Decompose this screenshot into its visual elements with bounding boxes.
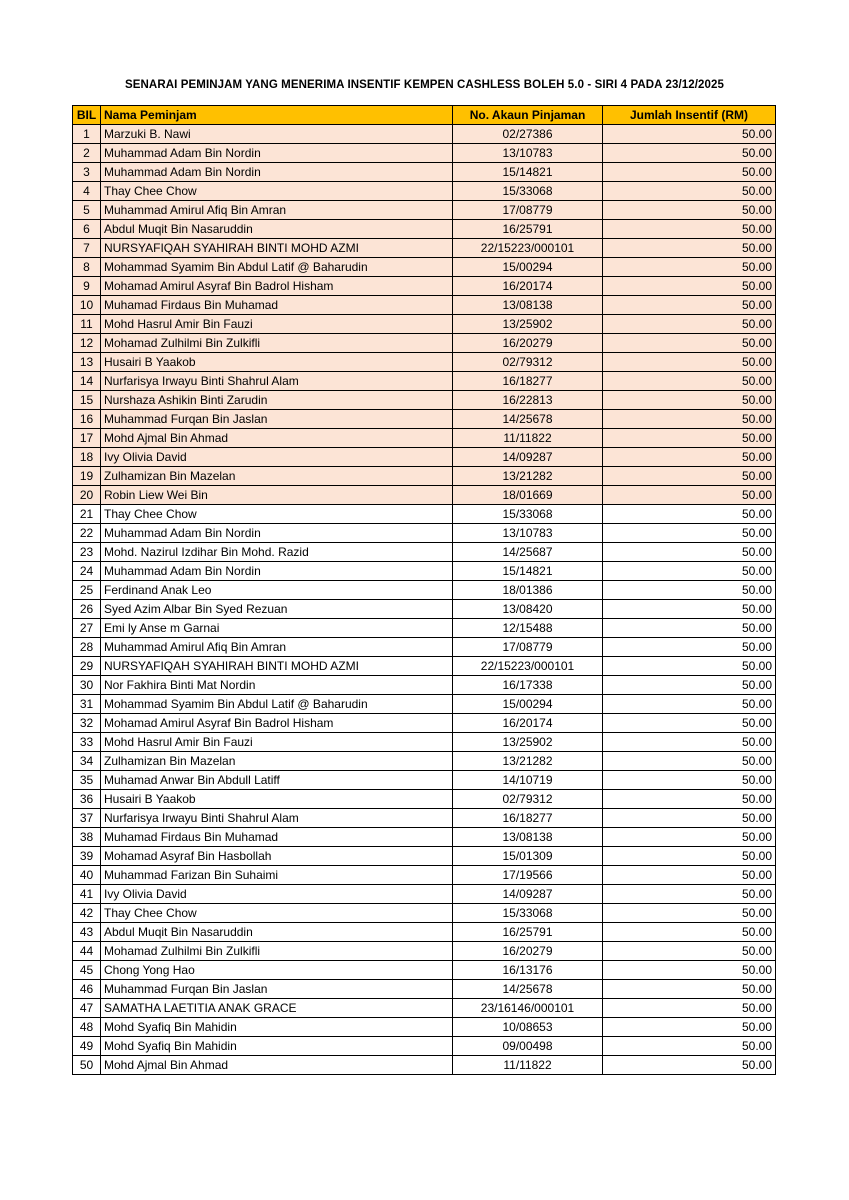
- row-number-cell: 37: [73, 809, 101, 828]
- account-number-cell: 14/09287: [453, 885, 603, 904]
- borrower-name-cell: Thay Chee Chow: [101, 904, 453, 923]
- account-number-cell: 02/27386: [453, 125, 603, 144]
- account-number-cell: 17/08779: [453, 638, 603, 657]
- table-row: [73, 562, 776, 581]
- row-number-cell: 10: [73, 296, 101, 315]
- row-number-cell: 6: [73, 220, 101, 239]
- row-number-cell: 14: [73, 372, 101, 391]
- borrower-name-cell: Muhammad Adam Bin Nordin: [101, 562, 453, 581]
- account-number-cell: 23/16146/000101: [453, 999, 603, 1018]
- row-number-cell: 25: [73, 581, 101, 600]
- incentive-amount-cell: 50.00: [603, 904, 776, 923]
- borrower-name-cell: Mohamad Zulhilmi Bin Zulkifli: [101, 942, 453, 961]
- incentive-amount-cell: 50.00: [603, 866, 776, 885]
- incentive-amount-cell: 50.00: [603, 828, 776, 847]
- incentive-amount-cell: 50.00: [603, 771, 776, 790]
- account-number-cell: 13/25902: [453, 733, 603, 752]
- table-row: [73, 600, 776, 619]
- incentive-amount-cell: 50.00: [603, 296, 776, 315]
- column-header-bil: BIL: [73, 106, 101, 125]
- incentive-amount-cell: 50.00: [603, 543, 776, 562]
- account-number-cell: 14/10719: [453, 771, 603, 790]
- borrower-name-cell: Nurfarisya Irwayu Binti Shahrul Alam: [101, 372, 453, 391]
- table-row: [73, 467, 776, 486]
- table-row: [73, 695, 776, 714]
- incentive-amount-cell: 50.00: [603, 619, 776, 638]
- borrower-name-cell: Abdul Muqit Bin Nasaruddin: [101, 923, 453, 942]
- borrower-name-cell: Robin Liew Wei Bin: [101, 486, 453, 505]
- borrower-name-cell: Abdul Muqit Bin Nasaruddin: [101, 220, 453, 239]
- incentive-amount-cell: 50.00: [603, 1018, 776, 1037]
- row-number-cell: 50: [73, 1056, 101, 1075]
- table-row: [73, 239, 776, 258]
- borrower-name-cell: Muhammad Adam Bin Nordin: [101, 144, 453, 163]
- borrower-name-cell: Ivy Olivia David: [101, 885, 453, 904]
- account-number-cell: 16/20174: [453, 714, 603, 733]
- borrower-name-cell: Mohamad Zulhilmi Bin Zulkifli: [101, 334, 453, 353]
- incentive-amount-cell: 50.00: [603, 353, 776, 372]
- table-row: [73, 923, 776, 942]
- account-number-cell: 14/25687: [453, 543, 603, 562]
- borrower-name-cell: Marzuki B. Nawi: [101, 125, 453, 144]
- table-row: [73, 847, 776, 866]
- incentive-amount-cell: 50.00: [603, 505, 776, 524]
- row-number-cell: 34: [73, 752, 101, 771]
- table-row: [73, 372, 776, 391]
- incentive-amount-cell: 50.00: [603, 714, 776, 733]
- table-row: [73, 429, 776, 448]
- row-number-cell: 43: [73, 923, 101, 942]
- row-number-cell: 22: [73, 524, 101, 543]
- account-number-cell: 15/14821: [453, 163, 603, 182]
- row-number-cell: 23: [73, 543, 101, 562]
- borrower-name-cell: Thay Chee Chow: [101, 182, 453, 201]
- account-number-cell: 13/08138: [453, 828, 603, 847]
- table-row: [73, 809, 776, 828]
- borrower-name-cell: Mohamad Amirul Asyraf Bin Badrol Hisham: [101, 714, 453, 733]
- row-number-cell: 13: [73, 353, 101, 372]
- borrower-name-cell: Syed Azim Albar Bin Syed Rezuan: [101, 600, 453, 619]
- table-row: [73, 410, 776, 429]
- borrower-name-cell: Zulhamizan Bin Mazelan: [101, 752, 453, 771]
- table-row: [73, 163, 776, 182]
- incentive-amount-cell: 50.00: [603, 885, 776, 904]
- row-number-cell: 20: [73, 486, 101, 505]
- account-number-cell: 02/79312: [453, 790, 603, 809]
- borrower-name-cell: SAMATHA LAETITIA ANAK GRACE: [101, 999, 453, 1018]
- account-number-cell: 16/22813: [453, 391, 603, 410]
- incentive-amount-cell: 50.00: [603, 638, 776, 657]
- incentive-amount-cell: 50.00: [603, 1037, 776, 1056]
- column-header-name: Nama Peminjam: [101, 106, 453, 125]
- borrower-name-cell: Mohammad Syamim Bin Abdul Latif @ Baharudin: [101, 258, 453, 277]
- incentive-amount-cell: 50.00: [603, 980, 776, 999]
- table-row: [73, 866, 776, 885]
- row-number-cell: 45: [73, 961, 101, 980]
- table-row: [73, 182, 776, 201]
- table-row: [73, 1056, 776, 1075]
- account-number-cell: 14/09287: [453, 448, 603, 467]
- table-row: [73, 486, 776, 505]
- incentive-amount-cell: 50.00: [603, 334, 776, 353]
- row-number-cell: 48: [73, 1018, 101, 1037]
- borrower-name-cell: Mohamad Amirul Asyraf Bin Badrol Hisham: [101, 277, 453, 296]
- borrower-name-cell: Husairi B Yaakob: [101, 353, 453, 372]
- incentive-amount-cell: 50.00: [603, 733, 776, 752]
- borrower-name-cell: Nor Fakhira Binti Mat Nordin: [101, 676, 453, 695]
- account-number-cell: 22/15223/000101: [453, 239, 603, 258]
- borrower-name-cell: Chong Yong Hao: [101, 961, 453, 980]
- table-row: [73, 676, 776, 695]
- row-number-cell: 29: [73, 657, 101, 676]
- table-row: [73, 638, 776, 657]
- incentive-amount-cell: 50.00: [603, 961, 776, 980]
- table-row: [73, 790, 776, 809]
- incentive-amount-cell: 50.00: [603, 790, 776, 809]
- account-number-cell: 22/15223/000101: [453, 657, 603, 676]
- table-row: [73, 885, 776, 904]
- row-number-cell: 24: [73, 562, 101, 581]
- account-number-cell: 13/10783: [453, 144, 603, 163]
- borrower-name-cell: Mohd Hasrul Amir Bin Fauzi: [101, 733, 453, 752]
- incentive-amount-cell: 50.00: [603, 144, 776, 163]
- incentive-amount-cell: 50.00: [603, 809, 776, 828]
- borrower-name-cell: Muhammad Furqan Bin Jaslan: [101, 410, 453, 429]
- borrower-name-cell: Mohd Ajmal Bin Ahmad: [101, 429, 453, 448]
- account-number-cell: 18/01669: [453, 486, 603, 505]
- account-number-cell: 16/18277: [453, 809, 603, 828]
- incentive-amount-cell: 50.00: [603, 125, 776, 144]
- row-number-cell: 18: [73, 448, 101, 467]
- account-number-cell: 11/11822: [453, 429, 603, 448]
- account-number-cell: 15/33068: [453, 182, 603, 201]
- account-number-cell: 15/14821: [453, 562, 603, 581]
- table-row: [73, 961, 776, 980]
- table-row: [73, 220, 776, 239]
- table-row: [73, 353, 776, 372]
- incentive-amount-cell: 50.00: [603, 467, 776, 486]
- borrower-name-cell: Mohd. Nazirul Izdihar Bin Mohd. Razid: [101, 543, 453, 562]
- table-row: [73, 581, 776, 600]
- incentive-amount-cell: 50.00: [603, 258, 776, 277]
- column-header-amount: Jumlah Insentif (RM): [603, 106, 776, 125]
- incentive-amount-cell: 50.00: [603, 372, 776, 391]
- row-number-cell: 42: [73, 904, 101, 923]
- account-number-cell: 14/25678: [453, 980, 603, 999]
- row-number-cell: 21: [73, 505, 101, 524]
- incentive-amount-cell: 50.00: [603, 163, 776, 182]
- incentive-amount-cell: 50.00: [603, 277, 776, 296]
- account-number-cell: 16/25791: [453, 923, 603, 942]
- row-number-cell: 28: [73, 638, 101, 657]
- borrower-name-cell: Muhammad Adam Bin Nordin: [101, 163, 453, 182]
- account-number-cell: 16/20279: [453, 942, 603, 961]
- row-number-cell: 1: [73, 125, 101, 144]
- borrower-name-cell: Husairi B Yaakob: [101, 790, 453, 809]
- table-row: [73, 277, 776, 296]
- borrower-name-cell: Emi ly Anse m Garnai: [101, 619, 453, 638]
- incentive-amount-cell: 50.00: [603, 201, 776, 220]
- incentive-amount-cell: 50.00: [603, 695, 776, 714]
- account-number-cell: 16/13176: [453, 961, 603, 980]
- table-row: [73, 125, 776, 144]
- row-number-cell: 2: [73, 144, 101, 163]
- borrower-name-cell: Muhamad Anwar Bin Abdull Latiff: [101, 771, 453, 790]
- table-row: [73, 334, 776, 353]
- row-number-cell: 39: [73, 847, 101, 866]
- account-number-cell: 16/20174: [453, 277, 603, 296]
- borrower-name-cell: Mohamad Asyraf Bin Hasbollah: [101, 847, 453, 866]
- borrower-name-cell: Nurfarisya Irwayu Binti Shahrul Alam: [101, 809, 453, 828]
- account-number-cell: 13/08138: [453, 296, 603, 315]
- row-number-cell: 19: [73, 467, 101, 486]
- row-number-cell: 27: [73, 619, 101, 638]
- row-number-cell: 7: [73, 239, 101, 258]
- column-header-account: No. Akaun Pinjaman: [453, 106, 603, 125]
- incentive-amount-cell: 50.00: [603, 410, 776, 429]
- incentive-amount-cell: 50.00: [603, 391, 776, 410]
- account-number-cell: 09/00498: [453, 1037, 603, 1056]
- borrower-name-cell: Muhamad Firdaus Bin Muhamad: [101, 296, 453, 315]
- account-number-cell: 16/20279: [453, 334, 603, 353]
- table-row: [73, 505, 776, 524]
- incentive-amount-cell: 50.00: [603, 486, 776, 505]
- table-row: [73, 448, 776, 467]
- borrower-name-cell: NURSYAFIQAH SYAHIRAH BINTI MOHD AZMI: [101, 657, 453, 676]
- table-row: [73, 904, 776, 923]
- row-number-cell: 9: [73, 277, 101, 296]
- account-number-cell: 13/25902: [453, 315, 603, 334]
- incentive-amount-cell: 50.00: [603, 1056, 776, 1075]
- row-number-cell: 16: [73, 410, 101, 429]
- borrower-name-cell: Mohd Ajmal Bin Ahmad: [101, 1056, 453, 1075]
- account-number-cell: 13/21282: [453, 752, 603, 771]
- borrower-name-cell: Mohd Hasrul Amir Bin Fauzi: [101, 315, 453, 334]
- incentive-amount-cell: 50.00: [603, 315, 776, 334]
- account-number-cell: 16/17338: [453, 676, 603, 695]
- account-number-cell: 15/33068: [453, 505, 603, 524]
- table-row: [73, 828, 776, 847]
- table-row: [73, 144, 776, 163]
- row-number-cell: 4: [73, 182, 101, 201]
- account-number-cell: 16/18277: [453, 372, 603, 391]
- incentive-amount-cell: 50.00: [603, 942, 776, 961]
- account-number-cell: 12/15488: [453, 619, 603, 638]
- incentive-amount-cell: 50.00: [603, 429, 776, 448]
- incentive-amount-cell: 50.00: [603, 562, 776, 581]
- account-number-cell: 17/19566: [453, 866, 603, 885]
- row-number-cell: 31: [73, 695, 101, 714]
- table-row: [73, 714, 776, 733]
- row-number-cell: 17: [73, 429, 101, 448]
- account-number-cell: 13/21282: [453, 467, 603, 486]
- table-row: [73, 942, 776, 961]
- table-row: [73, 315, 776, 334]
- borrower-name-cell: Mohd Syafiq Bin Mahidin: [101, 1037, 453, 1056]
- row-number-cell: 49: [73, 1037, 101, 1056]
- account-number-cell: 15/00294: [453, 695, 603, 714]
- table-body: [73, 125, 776, 1075]
- table-row: [73, 733, 776, 752]
- table-row: [73, 1018, 776, 1037]
- row-number-cell: 32: [73, 714, 101, 733]
- row-number-cell: 47: [73, 999, 101, 1018]
- incentive-amount-cell: 50.00: [603, 524, 776, 543]
- row-number-cell: 46: [73, 980, 101, 999]
- row-number-cell: 33: [73, 733, 101, 752]
- row-number-cell: 44: [73, 942, 101, 961]
- account-number-cell: 10/08653: [453, 1018, 603, 1037]
- row-number-cell: 8: [73, 258, 101, 277]
- row-number-cell: 40: [73, 866, 101, 885]
- table-row: [73, 999, 776, 1018]
- row-number-cell: 41: [73, 885, 101, 904]
- account-number-cell: 18/01386: [453, 581, 603, 600]
- incentive-amount-cell: 50.00: [603, 847, 776, 866]
- row-number-cell: 3: [73, 163, 101, 182]
- row-number-cell: 11: [73, 315, 101, 334]
- borrower-name-cell: Mohd Syafiq Bin Mahidin: [101, 1018, 453, 1037]
- borrower-name-cell: Mohammad Syamim Bin Abdul Latif @ Baharudin: [101, 695, 453, 714]
- table-row: [73, 771, 776, 790]
- row-number-cell: 35: [73, 771, 101, 790]
- incentive-amount-cell: 50.00: [603, 448, 776, 467]
- table-row: [73, 543, 776, 562]
- account-number-cell: 16/25791: [453, 220, 603, 239]
- account-number-cell: 15/33068: [453, 904, 603, 923]
- account-number-cell: 13/08420: [453, 600, 603, 619]
- incentive-amount-cell: 50.00: [603, 600, 776, 619]
- account-number-cell: 14/25678: [453, 410, 603, 429]
- table-row: [73, 1037, 776, 1056]
- row-number-cell: 38: [73, 828, 101, 847]
- row-number-cell: 30: [73, 676, 101, 695]
- incentive-amount-cell: 50.00: [603, 220, 776, 239]
- borrower-table: [72, 105, 776, 1075]
- incentive-amount-cell: 50.00: [603, 581, 776, 600]
- page-title: SENARAI PEMINJAM YANG MENERIMA INSENTIF KEMPEN CASHLESS BOLEH 5.0 - SIRI 4 PADA 23/12/2025: [124, 79, 725, 91]
- borrower-name-cell: Muhammad Farizan Bin Suhaimi: [101, 866, 453, 885]
- incentive-amount-cell: 50.00: [603, 923, 776, 942]
- borrower-name-cell: Ferdinand Anak Leo: [101, 581, 453, 600]
- table-header-row: [73, 106, 776, 125]
- borrower-name-cell: Ivy Olivia David: [101, 448, 453, 467]
- borrower-name-cell: Muhamad Firdaus Bin Muhamad: [101, 828, 453, 847]
- account-number-cell: 02/79312: [453, 353, 603, 372]
- row-number-cell: 36: [73, 790, 101, 809]
- incentive-amount-cell: 50.00: [603, 999, 776, 1018]
- incentive-amount-cell: 50.00: [603, 657, 776, 676]
- borrower-name-cell: Muhammad Amirul Afiq Bin Amran: [101, 638, 453, 657]
- borrower-name-cell: Muhammad Furqan Bin Jaslan: [101, 980, 453, 999]
- incentive-amount-cell: 50.00: [603, 752, 776, 771]
- account-number-cell: 15/01309: [453, 847, 603, 866]
- table-row: [73, 524, 776, 543]
- table-row: [73, 391, 776, 410]
- borrower-name-cell: Zulhamizan Bin Mazelan: [101, 467, 453, 486]
- table-row: [73, 752, 776, 771]
- table-row: [73, 296, 776, 315]
- borrower-name-cell: NURSYAFIQAH SYAHIRAH BINTI MOHD AZMI: [101, 239, 453, 258]
- account-number-cell: 13/10783: [453, 524, 603, 543]
- incentive-amount-cell: 50.00: [603, 239, 776, 258]
- borrower-name-cell: Thay Chee Chow: [101, 505, 453, 524]
- account-number-cell: 15/00294: [453, 258, 603, 277]
- incentive-amount-cell: 50.00: [603, 182, 776, 201]
- incentive-amount-cell: 50.00: [603, 676, 776, 695]
- borrower-name-cell: Muhammad Adam Bin Nordin: [101, 524, 453, 543]
- account-number-cell: 17/08779: [453, 201, 603, 220]
- borrower-name-cell: Nurshaza Ashikin Binti Zarudin: [101, 391, 453, 410]
- table-row: [73, 657, 776, 676]
- table-row: [73, 258, 776, 277]
- account-number-cell: 11/11822: [453, 1056, 603, 1075]
- table-row: [73, 980, 776, 999]
- row-number-cell: 15: [73, 391, 101, 410]
- table-row: [73, 201, 776, 220]
- row-number-cell: 26: [73, 600, 101, 619]
- row-number-cell: 12: [73, 334, 101, 353]
- borrower-name-cell: Muhammad Amirul Afiq Bin Amran: [101, 201, 453, 220]
- table-row: [73, 619, 776, 638]
- row-number-cell: 5: [73, 201, 101, 220]
